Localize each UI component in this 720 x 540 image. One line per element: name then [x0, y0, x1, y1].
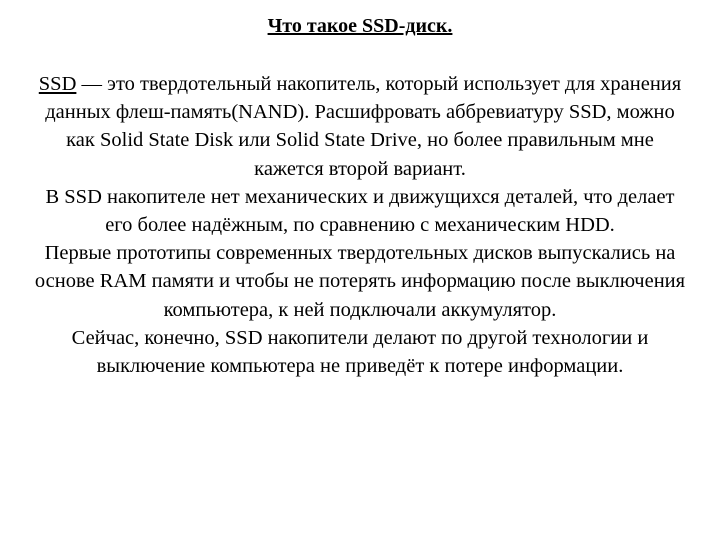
- intro-text: — это твердотельный накопитель, который использует для хранения данных флеш-память(NAND). Расшифровать аббревиатуру SSD, можно как Solid State Disk или Solid State Drive, но более правильным мне кажется второй вариант.: [45, 73, 682, 180]
- intro-paragraph: [30, 70, 690, 183]
- slide-title-text: Что такое SSD-диск.: [267, 15, 453, 37]
- intro-term: SSD: [38, 73, 77, 95]
- paragraph-prototypes: Первые прототипы современных твердотельных дисков выпускались на основе RAM памяти и чтобы не потерять информацию после выключения компьютера, к ней подключали аккумулятор.: [34, 242, 686, 321]
- paragraph-mechanical: В SSD накопителе нет механических и движущихся деталей, что делает его более надёжным, по сравнению с механическим HDD.: [45, 185, 675, 237]
- slide-title: [0, 12, 720, 40]
- paragraph-now: Сейчас, конечно, SSD накопители делают по другой технологии и выключение компьютера не приведёт к потере информации.: [71, 326, 649, 378]
- slide-body: [30, 70, 690, 380]
